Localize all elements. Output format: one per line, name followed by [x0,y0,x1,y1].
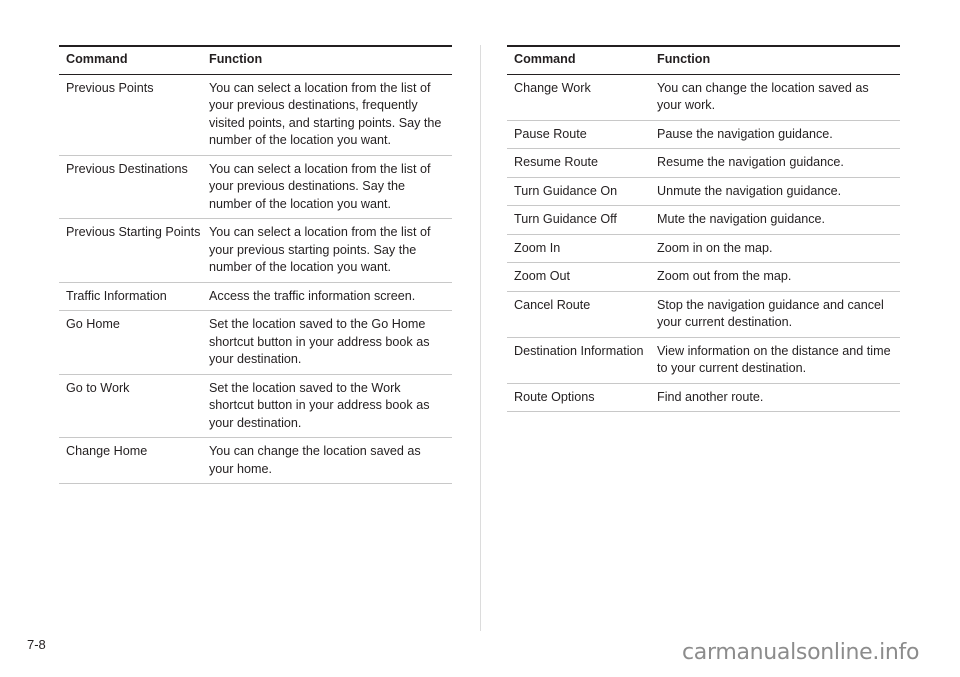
table-row [507,121,900,150]
header-function: Function [657,52,711,66]
command-cell: Zoom In [514,240,561,255]
function-cell: Mute the navigation guidance. [657,212,826,226]
table-row [507,384,900,413]
voice-commands-table-left [59,45,452,484]
function-cell: Resume the navigation guidance. [657,155,844,169]
table-row [59,283,452,312]
voice-commands-table-right [507,45,900,412]
command-cell: Previous Destinations [66,161,188,176]
command-cell: Pause Route [514,126,587,141]
header-command: Command [514,52,576,66]
header-function: Function [209,52,263,66]
table-header [59,47,452,75]
table-row [507,206,900,235]
table-row [59,375,452,439]
table-row [59,219,452,283]
watermark: carmanualsonline.info [682,640,920,665]
command-cell: Change Home [66,444,148,458]
function-cell: You can select a location from the list of your previous starting points. Say the number of the location you want. [209,225,431,274]
table-row [507,338,900,384]
command-cell: Destination Information [514,343,644,358]
function-cell: You can change the location saved as your work. [657,80,869,112]
command-cell: Route Options [514,389,595,404]
table-row [59,311,452,375]
page-number: 7-8 [27,637,46,652]
function-cell: Set the location saved to the Work shortcut button in your address book as your destination. [209,380,430,430]
function-cell: You can change the location saved as your home. [209,444,421,476]
command-cell: Change Work [514,80,591,95]
table-row [507,149,900,178]
function-cell: Zoom in on the map. [657,240,773,255]
table-row [59,75,452,156]
column-divider [480,45,481,631]
command-cell: Go to Work [66,380,130,395]
table-row [507,263,900,292]
command-cell: Turn Guidance On [514,183,618,198]
table-row [507,178,900,207]
command-cell: Traffic Information [66,288,167,303]
function-cell: You can select a location from the list of your previous destinations. Say the number of the location you want. [209,161,431,211]
function-cell: Unmute the navigation guidance. [657,183,842,198]
function-cell: Find another route. [657,389,764,404]
function-cell: Stop the navigation guidance and cancel your current destination. [657,297,884,329]
table-row [507,292,900,338]
function-cell: View information on the distance and time to your current destination. [657,343,891,375]
header-command: Command [66,52,128,66]
table-header [507,47,900,75]
table-row [507,75,900,121]
table-row [59,438,452,484]
command-cell: Turn Guidance Off [514,212,617,226]
function-cell: Set the location saved to the Go Home shortcut button in your address book as your destination. [209,317,430,366]
command-cell: Resume Route [514,155,598,169]
command-cell: Go Home [66,317,120,331]
table-row [59,156,452,220]
function-cell: You can select a location from the list of your previous destinations, frequently visited points, and starting points. Say the number of the location you want. [209,80,442,147]
command-cell: Previous Starting Points [66,225,201,239]
table-row [507,235,900,264]
command-cell: Zoom Out [514,269,570,283]
function-cell: Access the traffic information screen. [209,288,416,303]
command-cell: Cancel Route [514,297,591,312]
command-cell: Previous Points [66,80,154,95]
function-cell: Pause the navigation guidance. [657,126,833,141]
function-cell: Zoom out from the map. [657,269,792,283]
